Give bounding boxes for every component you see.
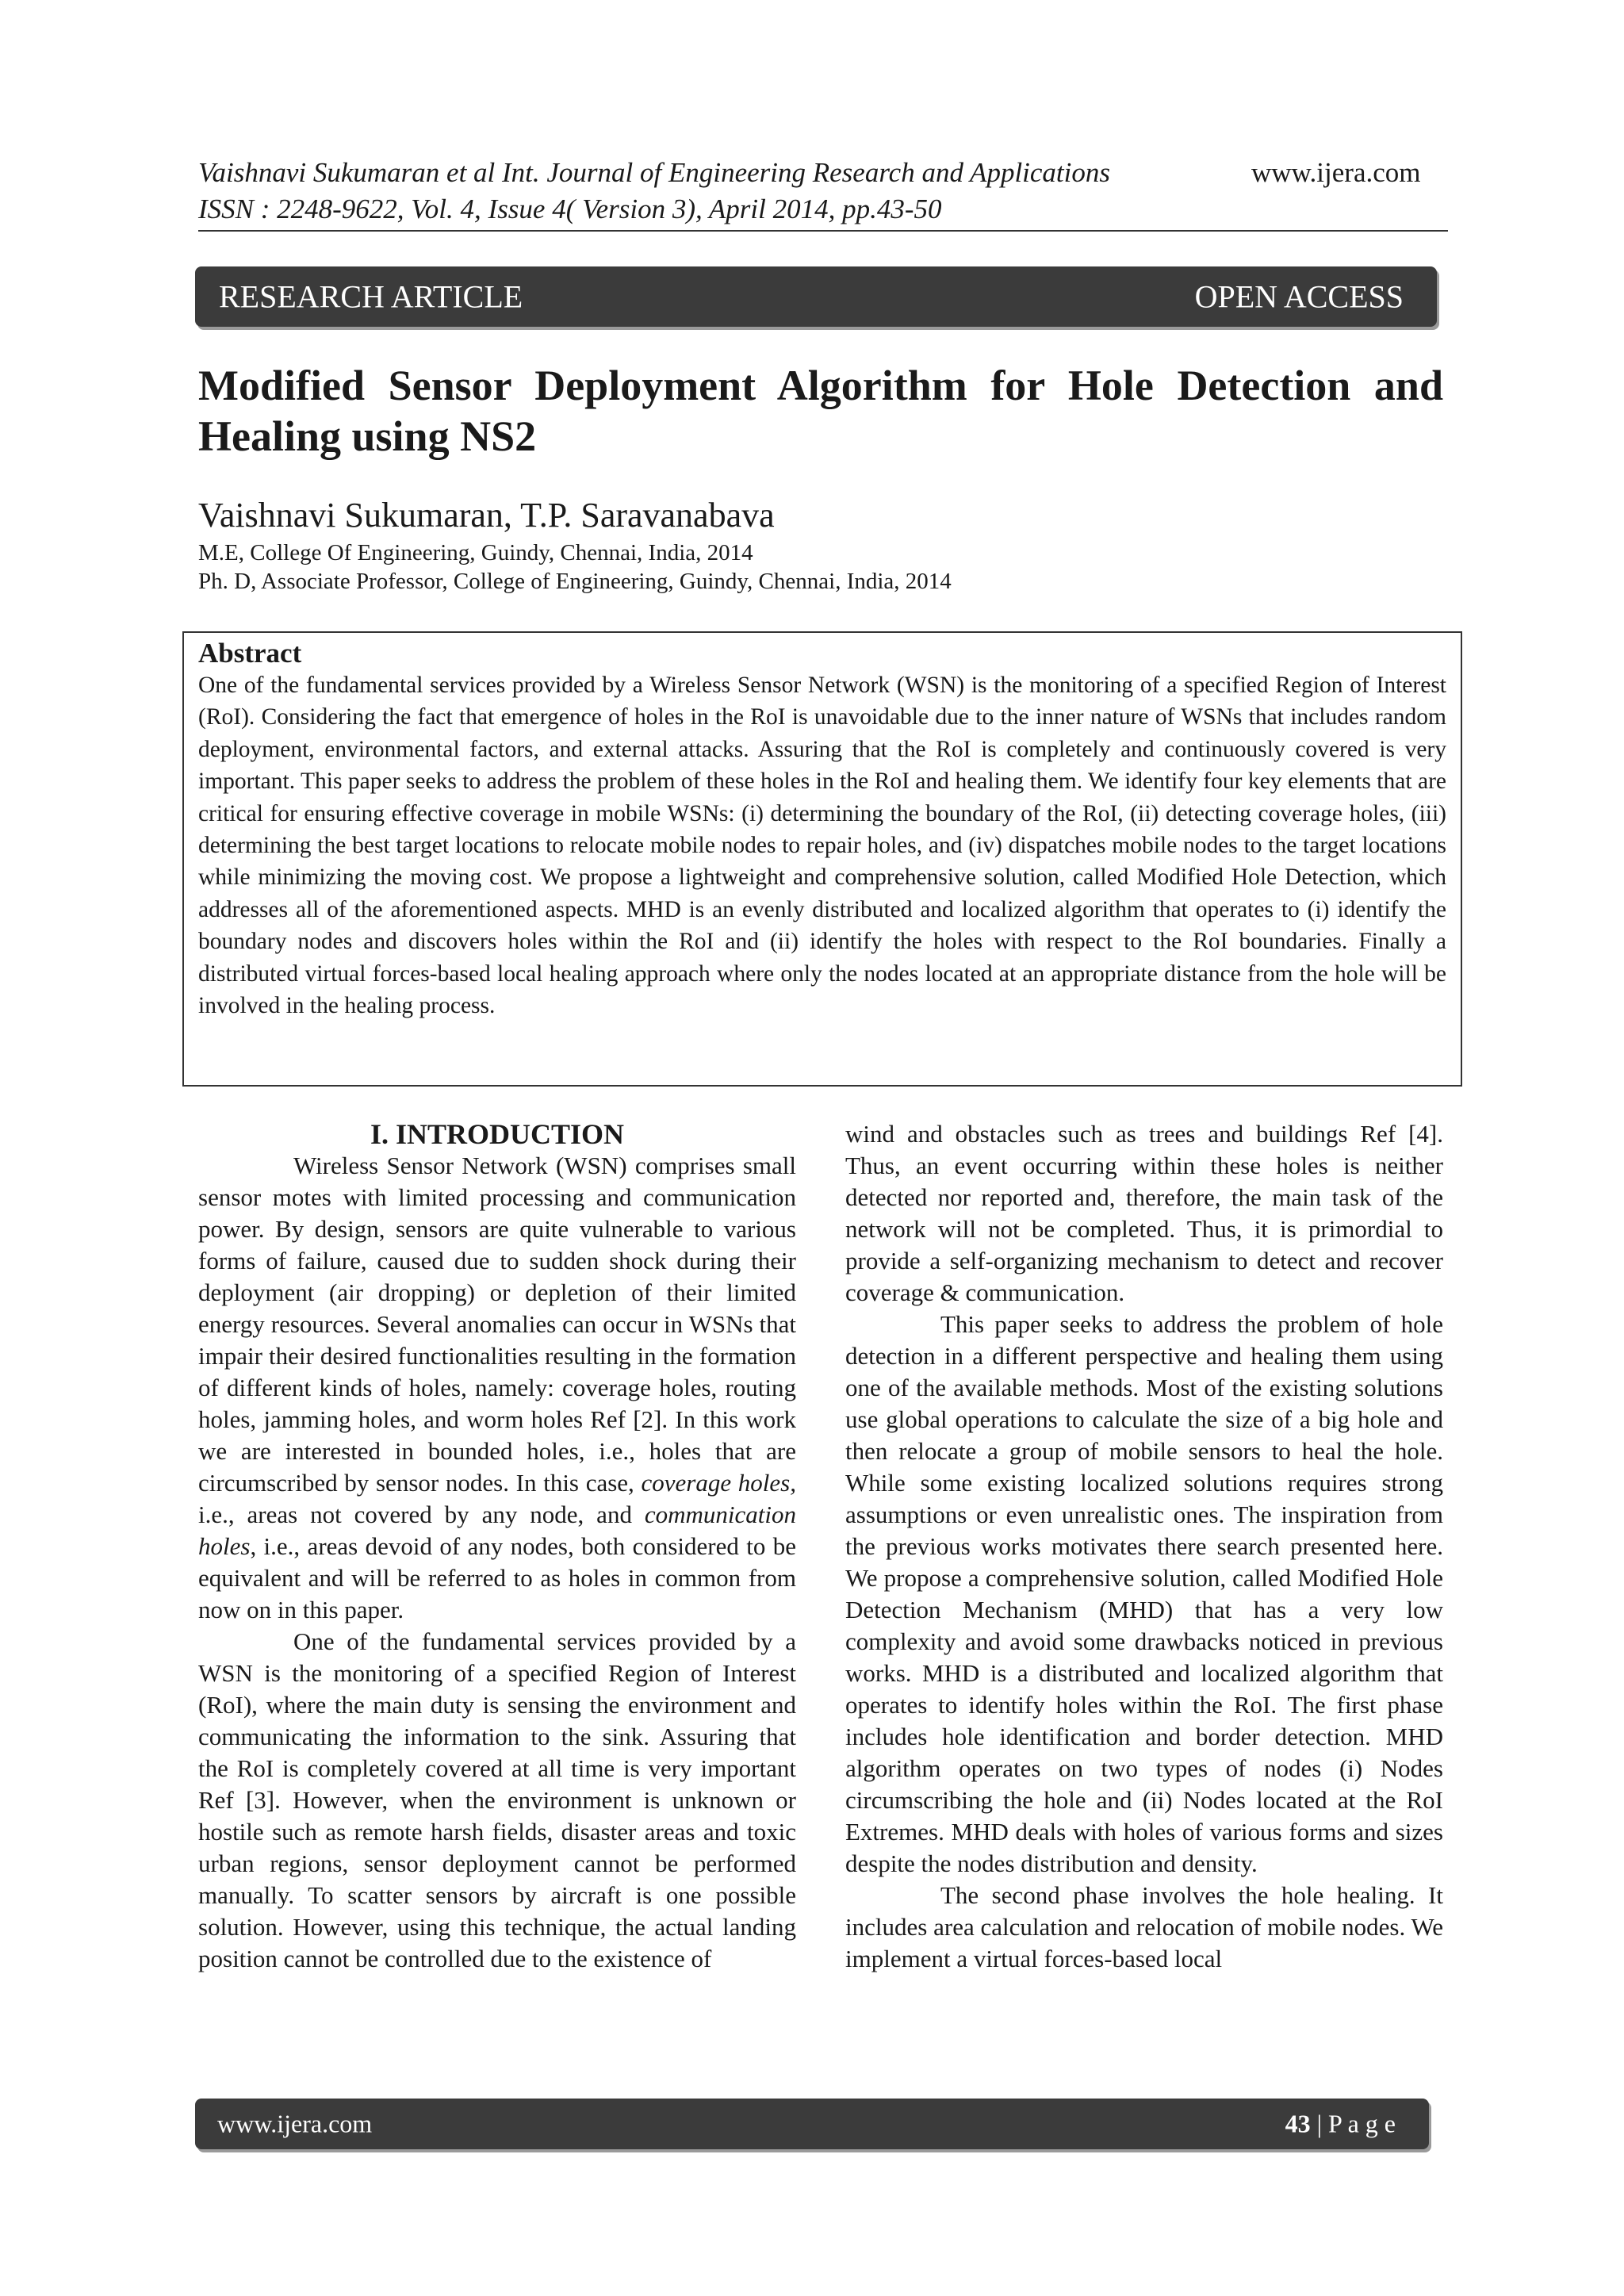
term-coverage-holes: coverage holes, <box>641 1469 796 1497</box>
paper-title: Modified Sensor Deployment Algorithm for Hole Detection and Healing using NS2 <box>198 362 1443 460</box>
abstract-box <box>182 631 1462 1087</box>
abstract-text: One of the fundamental services provided by a Wireless Sensor Network (WSN) is the monitoring of a specified Region of Interest (RoI). Considering the fact that emergence of holes in the RoI is unavoidable due to the inner nature of WSNs that includes random deployment, environmental factors, and external attacks. Assuring that the RoI is completely and continuously covered is very important. This paper seeks to address the problem of these holes in the RoI and healing them. We identify four key elements that are critical for ensuring effective coverage in mobile WSNs: (i) determining the boundary of the RoI, (ii) detecting coverage holes, (iii) determining the best target locations to relocate mobile nodes to repair holes, and (iv) dispatches mobile nodes to the target locations while minimizing the moving cost. We propose a lightweight and comprehensive solution, called Modified Hole Detection, which addresses all of the aforementioned aspects. MHD is an evenly distributed and localized algorithm that operates to (i) identify the boundary nodes and discovers holes within the RoI and (ii) identify the holes with respect to the RoI boundaries. Finally a distributed virtual forces-based local healing approach where only the nodes located at an appropriate distance from the hole will be involved in the healing process. <box>198 673 1446 1019</box>
intro-paragraph-4: This paper seeks to address the problem of hole detection in a different perspective and healing them using one of the available methods. Most of the existing solutions use global operations to calculate the size of a big hole and then relocate a group of mobile sensors to heal the hole. While some existing localized solutions requires strong assumptions or even unrealistic ones. The inspiration from the previous works motivates there search presented here. We propose a comprehensive solution, called Modified Hole Detection Mechanism (MHD) that has a very low complexity and avoid some drawbacks noticed in previous works. MHD is a distributed and localized algorithm that operates to identify holes within the RoI. The first phase includes hole identification and border detection. MHD algorithm operates on two types of nodes (i) Nodes circumscribing the hole and (ii) Nodes located at the RoI Extremes. MHD deals with holes of various forms and sizes despite the nodes distribution and density. <box>845 1310 1443 1877</box>
issn-line: ISSN : 2248-9622, Vol. 4, Issue 4( Version 3), April 2014, pp.43-50 <box>198 194 942 224</box>
page-number: 43 <box>1285 2109 1311 2138</box>
intro-paragraph-5: The second phase involves the hole healing. It includes area calculation and relocation of mobile nodes. We implement a virtual forces-based local <box>845 1881 1443 1972</box>
journal-citation: Vaishnavi Sukumaran et al Int. Journal of Engineering Research and Applications <box>198 157 1110 188</box>
header-rule <box>198 230 1448 232</box>
affiliation-2: Ph. D, Associate Professor, College of Engineering, Guindy, Chennai, India, 2014 <box>198 569 952 594</box>
abstract-heading: Abstract <box>198 638 302 669</box>
author-list: Vaishnavi Sukumaran, T.P. Saravanabava <box>198 496 775 535</box>
intro-p1-text-c: , i.e., areas devoid of any nodes, both considered to be equivalent and will be referred to as holes in common from now on in this paper. <box>198 1532 796 1623</box>
term-communication-holes: communication holes <box>198 1501 796 1560</box>
section-heading-introduction: I. INTRODUCTION <box>370 1118 625 1150</box>
article-type-banner <box>195 266 1437 327</box>
page-label: | P a g e <box>1310 2109 1396 2138</box>
page-indicator <box>1285 2110 1396 2139</box>
right-column <box>845 1118 1443 1975</box>
footer-website: www.ijera.com <box>217 2109 373 2138</box>
intro-p1-text-b: i.e., areas not covered by any node, and <box>198 1501 645 1528</box>
footer-banner <box>195 2099 1429 2149</box>
affiliation-1: M.E, College Of Engineering, Guindy, Chennai, India, 2014 <box>198 540 753 565</box>
intro-paragraph-3: wind and obstacles such as trees and buildings Ref [4]. Thus, an event occurring within these holes is neither detected nor reported and, therefore, the main task of the network will not be completed. Thus, it is primordial to provide a self-organizing mechanism to detect and recover coverage & communication. <box>845 1120 1443 1306</box>
intro-p1-text-a: Wireless Sensor Network (WSN) comprises small sensor motes with limited processing and communication power. By design, sensors are quite vulnerable to various forms of failure, caused due to sudden shock during their deployment (air dropping) or depletion of their limited energy resources. Several anomalies can occur in WSNs that impair their desired functionalities resulting in the formation of different kinds of holes, namely: coverage holes, routing holes, jamming holes, and worm holes Ref [2]. In this work we are interested in bounded holes, i.e., holes that are circumscribed by sensor nodes. In this case, <box>198 1152 796 1497</box>
article-type-label: RESEARCH ARTICLE <box>219 278 523 315</box>
left-column <box>198 1118 796 1975</box>
intro-paragraph-1 <box>198 1150 796 1626</box>
intro-paragraph-2: One of the fundamental services provided by a WSN is the monitoring of a specified Region of Interest (RoI), where the main duty is sensing the environment and communicating the information to the sink. Assuring that the RoI is completely covered at all time is very important Ref [3]. However, when the environment is unknown or hostile such as remote harsh fields, disaster areas and toxic urban regions, sensor deployment cannot be performed manually. To scatter sensors by aircraft is one possible solution. However, using this technique, the actual landing position cannot be controlled due to the existence of <box>198 1627 796 1972</box>
open-access-label: OPEN ACCESS <box>1194 278 1404 315</box>
journal-website: www.ijera.com <box>1251 157 1421 188</box>
